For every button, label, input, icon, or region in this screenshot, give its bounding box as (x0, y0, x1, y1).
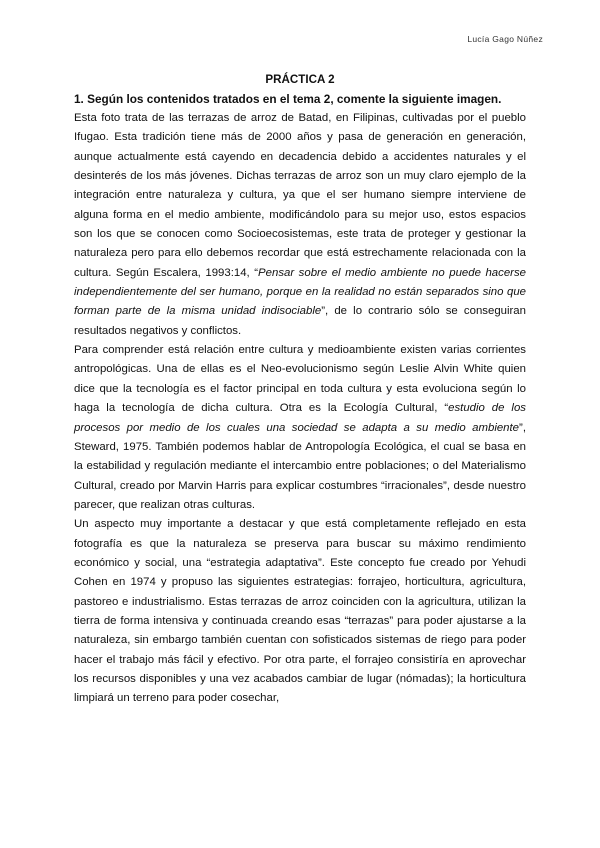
paragraph-1-quote: Pensar sobre el medio ambiente no puede hacerse independientemente del ser humano, porque en la realidad no están separados sino que forman parte de la misma unidad indisociable (74, 266, 526, 318)
paragraph-2-text-end: ”, Steward, 1975. También podemos hablar de Antropología Ecológica, el cual se basa en la estabilidad y regulación mediante el intercambio entre poblaciones; o del Materialismo Cultural, creado por Marvin Harris para explicar costumbres “irracionales”, desde nuestro parecer, que realizan otras culturas. (74, 421, 526, 511)
paragraph-1 (74, 109, 526, 341)
paragraph-3-text: Un aspecto muy importante a destacar y que está completamente reflejado en esta fotografía es que la naturaleza se preserva para buscar su máximo rendimiento económico y social, una “estrategia adaptativa”. Este concepto fue creado por Yehudi Cohen en 1974 y propuso las siguientes estrategias: forrajeo, horticultura, agricultura, pastoreo e industrialismo. Estas terrazas de arroz coinciden con la agricultura, utilizan la tierra de forma intensiva y continuada creando esas “terrazas” para poder ajustarse a la naturaleza, sin embargo también cuentan con sofisticados sistemas de riego para poder hacer el trabajo más fácil y efectivo. Por otra parte, el forrajeo consistiría en aprovechar los recursos disponibles y una vez acabados cambiar de lugar (nómadas); la horticultura limpiará un terreno para poder cosechar, (74, 518, 526, 705)
paragraph-2-quote: estudio de los procesos por medio de los cuales una sociedad se adapta a su medio ambiente (74, 402, 526, 434)
document-body (74, 70, 526, 709)
paragraph-1-text-end: ”, de lo contrario sólo se conseguiran resultados negativos y conflictos. (74, 305, 526, 337)
paragraph-1-text: Esta foto trata de las terrazas de arroz de Batad, en Filipinas, cultivadas por el pueblo Ifugao. Esta tradición tiene más de 2000 años y pasa de generación en generación, aunque actualmente está cayendo en decadencia debido a accidentes naturales y el desinterés de los más jóvenes. Dichas terrazas de arroz son un muy claro ejemplo de la integración entre naturaleza y cultura, ya que el ser humano siempre interviene de alguna forma en el medio ambiente, modificándolo para su mejor uso, estos espacios son los que se conocen como Socioecosistemas, este trata de proteger y gestionar la naturaleza pero para ello debemos recordar que está estrechamente relacionada con la cultura. Según Escalera, 1993:14, “ (74, 112, 526, 279)
paragraph-2-text: Para comprender está relación entre cultura y medioambiente existen varias corrientes antropológicas. Una de ellas es el Neo-evolucionismo según Leslie Alvin White quien dice que la tecnología es el factor principal en toda cultura y esta evoluciona según lo haga la tecnología de dicha cultura. Otra es la Ecología Cultural, “ (74, 344, 526, 415)
paragraph-2 (74, 341, 526, 515)
author-name: Lucía Gago Núñez (467, 34, 543, 44)
paragraph-3 (74, 515, 526, 708)
question-heading: 1. Según los contenidos tratados en el tema 2, comente la siguiente imagen. (74, 92, 502, 106)
page-title: PRÁCTICA 2 (265, 73, 335, 86)
